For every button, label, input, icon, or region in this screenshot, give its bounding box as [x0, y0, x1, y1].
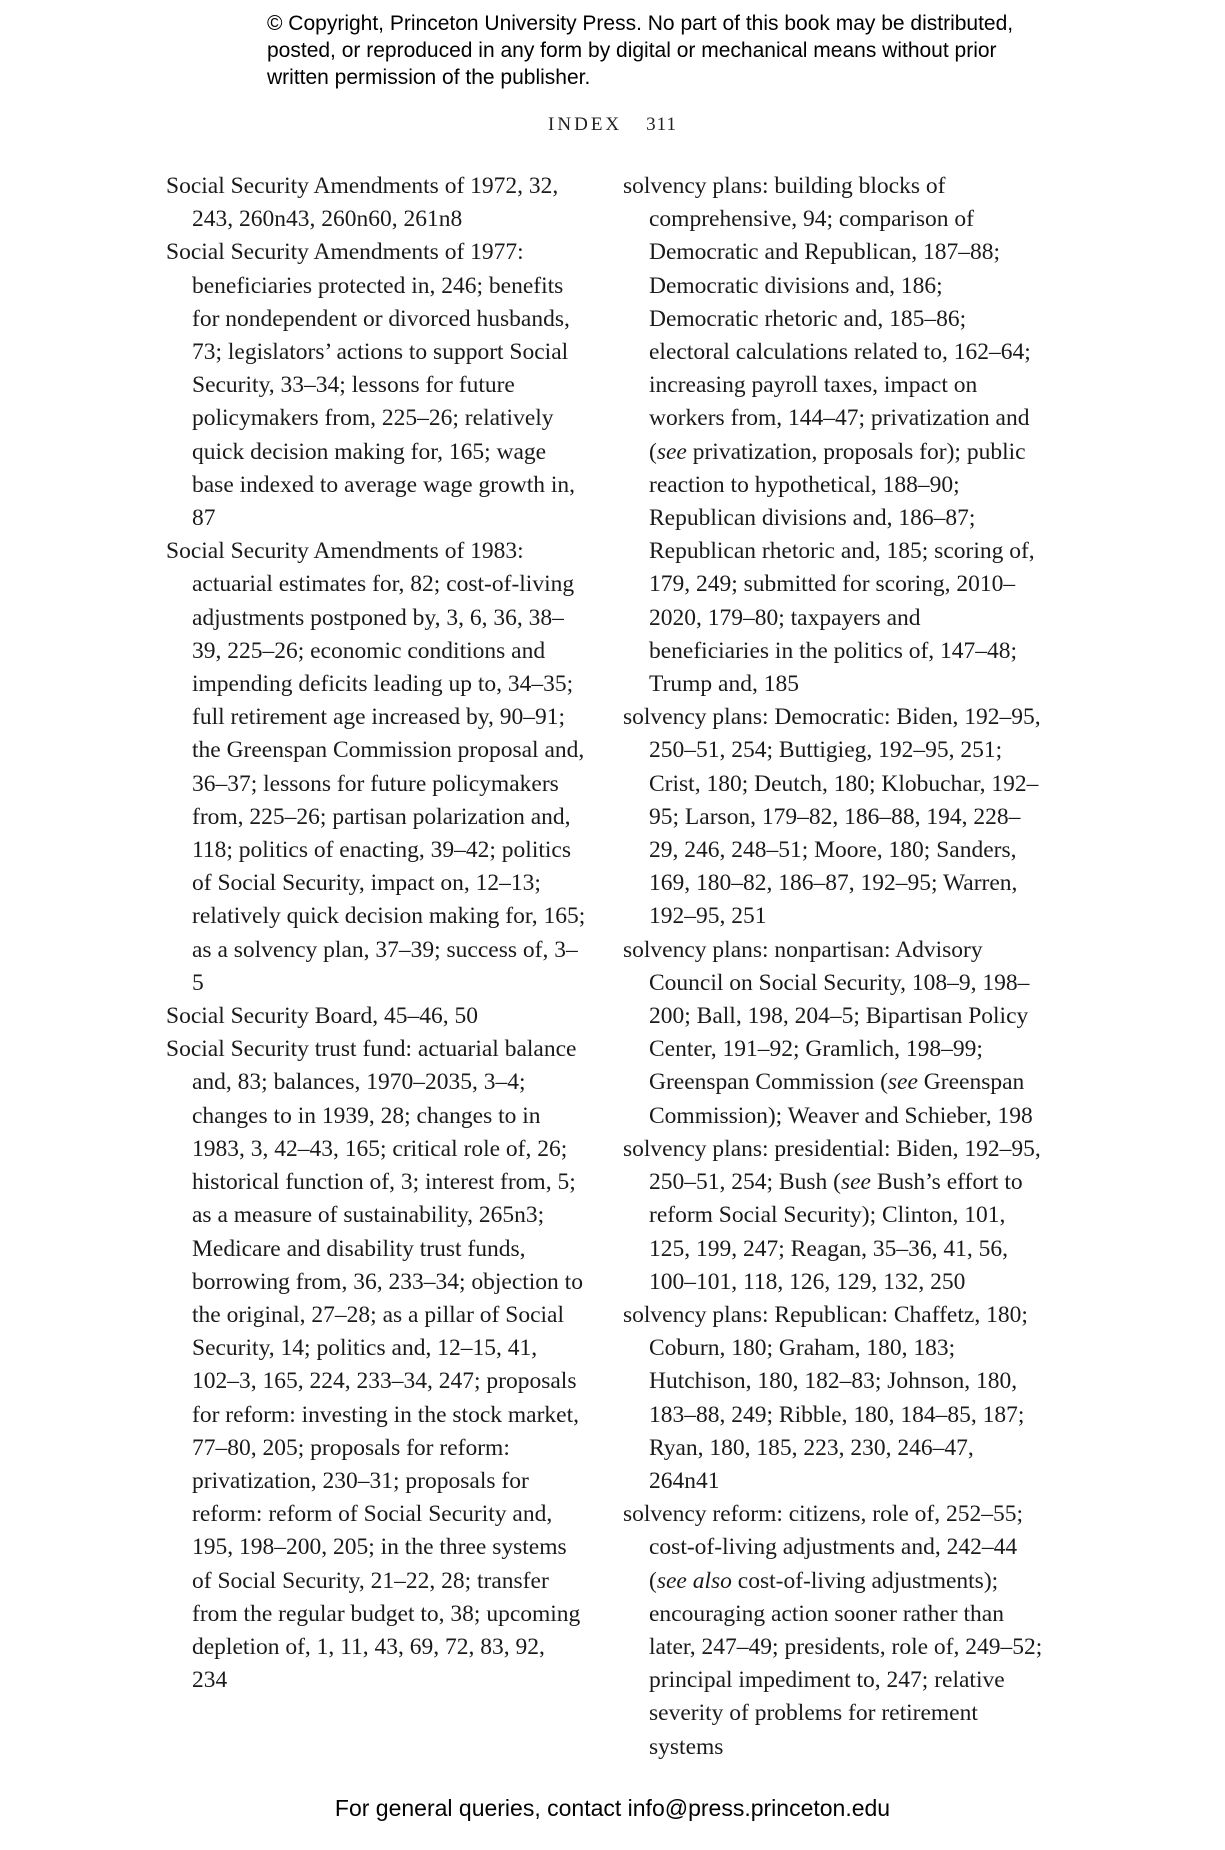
copyright-notice: © Copyright, Princeton University Press. No part of this book may be distributed, posted, or reproduced in any form by digital or mechanical means without prior written permission of the publisher. [267, 12, 1014, 89]
entry-text: solvency plans: presidential: Biden, 192–95, 250–51, 254; Bush ( [623, 1135, 1041, 1196]
index-entry: Social Security Amendments of 1983: actuarial estimates for, 82; cost-of-living adjustments postponed by, 3, 6, 36, 38–39, 225–26; economic conditions and impending deficits leading up to, 34–35; full retirement age increased by, 90–91; the Greenspan Commission proposal and, 36–37; lessons for future policymakers from, 225–26; partisan polarization and, 118; politics of enacting, 39–42; politics of Social Security, impact on, 12–13; relatively quick decision making for, 165; as a solvency plan, 37–39; success of, 3–5 [166, 538, 586, 996]
entry-text: Bush’s effort to reform Social Security); Clinton, 101, 125, 199, 247; Reagan, 35–36, 41, 56, 100–101, 118, 126, 129, 132, 250 [649, 1169, 1023, 1295]
page-number: 311 [646, 114, 677, 135]
cross-reference: see [887, 1069, 918, 1096]
entry-text: solvency reform: citizens, role of, 252–55; cost-of-living adjustments and, 242–44 ( [623, 1501, 1024, 1594]
running-head [0, 114, 1225, 136]
index-entry [623, 170, 1043, 701]
index-entry [623, 701, 1043, 933]
index-entry: Social Security Amendments of 1977: beneficiaries protected in, 246; benefits for nondependent or divorced husbands, 73; legislators’ actions to support Social Security, 33–34; lessons for future policymakers from, 225–26; relatively quick decision making for, 165; wage base indexed to average wage growth in, 87 [166, 239, 576, 532]
index-entry [623, 1498, 1043, 1764]
cross-reference: see also [656, 1567, 732, 1594]
entry-text: solvency plans: Democratic: Biden, 192–95, 250–51, 254; Buttigieg, 192–95, 251; Crist, 180; Deutch, 180; Klobuchar, 192–95; Larson, 179–82, 186–88, 194, 228–29, 246, 248–51; Moore, 180; Sanders, 169, 180–82, 186–87, 192–95; Warren, 192–95, 251 [623, 704, 1041, 930]
entry-text: privatization, proposals for); public reaction to hypothetical, 188–90; Republican divisions and, 186–87; Republican rhetoric and, 185; scoring of, 179, 249; submitted for scoring, 2010–2020, 179–80; taxpayers and beneficiaries in the politics of, 147–48; Trump and, 185 [649, 438, 1035, 698]
index-entry: Social Security trust fund: actuarial balance and, 83; balances, 1970–2035, 3–4; changes to in 1939, 28; changes to in 1983, 3, 42–43, 165; critical role of, 26; historical function of, 3; interest from, 5; as a measure of sustainability, 265n3; Medicare and disability trust funds, borrowing from, 36, 233–34; objection to the original, 27–28; as a pillar of Social Security, 14; politics and, 12–15, 41, 102–3, 165, 224, 233–34, 247; proposals for reform: investing in the stock market, 77–80, 205; proposals for reform: privatization, 230–31; proposals for reform: reform of Social Security and, 195, 198–200, 205; in the three systems of Social Security, 21–22, 28; transfer from the regular budget to, 38; upcoming depletion of, 1, 11, 43, 69, 72, 83, 92, 234 [166, 1036, 583, 1694]
index-entry: Social Security Amendments of 1972, 32, 243, 260n43, 260n60, 261n8 [166, 173, 559, 233]
index-entry [623, 1133, 1043, 1299]
running-head-label: INDEX [548, 114, 623, 135]
entry-text: solvency plans: Republican: Chaffetz, 180; Coburn, 180; Graham, 180, 183; Hutchison, 180, 182–83; Johnson, 180, 183–88, 249; Ribble, 180, 184–85, 187; Ryan, 180, 185, 223, 230, 246–47, 264n41 [623, 1301, 1028, 1494]
index-column-left [166, 170, 586, 1697]
cross-reference: see [656, 438, 687, 465]
index-entry: Social Security Board, 45–46, 50 [166, 1003, 478, 1030]
entry-text: solvency plans: nonpartisan: Advisory Council on Social Security, 108–9, 198–200; Ball, 198, 204–5; Bipartisan Policy Center, 191–92; Gramlich, 198–99; Greenspan Commission ( [623, 936, 1030, 1096]
footer-contact: For general queries, contact info@press.princeton.edu [334, 1795, 891, 1821]
cross-reference: see [840, 1169, 871, 1196]
index-column-right [623, 170, 1043, 1764]
entry-text: solvency plans: building blocks of comprehensive, 94; comparison of Democratic and Republican, 187–88; Democratic divisions and, 186; Democratic rhetoric and, 185–86; electoral calculations related to, 162–64; increasing payroll taxes, impact on workers from, 144–47; privatization and ( [623, 173, 1031, 465]
entry-text: cost-of-living adjustments); encouraging action sooner rather than later, 247–49; presidents, role of, 249–52; principal impediment to, 247; relative severity of problems for retirement systems [649, 1567, 1043, 1760]
entry-text: Greenspan Commission); Weaver and Schieber, 198 [649, 1069, 1033, 1129]
index-entry [623, 1299, 1043, 1498]
index-entry [623, 934, 1043, 1133]
